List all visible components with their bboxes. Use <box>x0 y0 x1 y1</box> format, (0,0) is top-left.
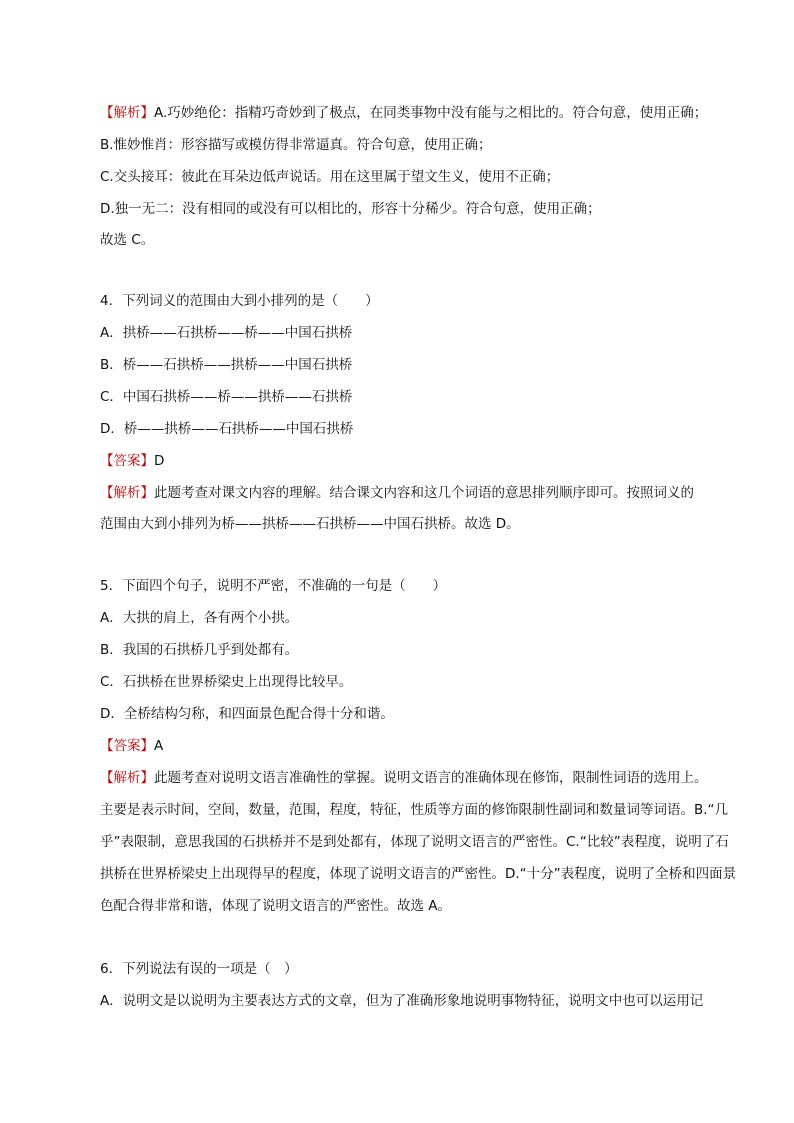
question-4-explanation-line-1: 【解析】此题考查对课文内容的理解。结合课文内容和这几个词语的意思排列顺序即可。按照词义的 <box>100 485 694 501</box>
prev-explanation-line-3: C.交头接耳：彼此在耳朵边低声说话。用在这里属于望文生义，使用不正确； <box>100 169 560 185</box>
question-4-option-a: A．拱桥——石拱桥——桥——中国石拱桥 <box>100 325 353 341</box>
question-5-option-a: A．大拱的肩上，各有两个小拱。 <box>100 610 299 626</box>
question-4-stem: 4．下列词义的范围由大到小排列的是（ ） <box>100 293 379 309</box>
explanation-tag: 【解析】 <box>100 770 154 786</box>
question-5-explanation-line-5: 色配合得非常和谐，体现了说明文语言的严密性。故选 A。 <box>100 898 452 914</box>
question-4-explanation-line-2: 范围由大到小排列为桥——拱桥——石拱桥——中国石拱桥。故选 D。 <box>100 516 520 532</box>
explanation-tag: 【解析】 <box>100 485 154 501</box>
explanation-tag: 【解析】 <box>100 105 154 121</box>
question-6-option-a: A．说明文是以说明为主要表达方式的文章，但为了准确形象地说明事物特征，说明文中也可以运用记 <box>100 993 704 1009</box>
answer-tag: 【答案】 <box>100 453 154 469</box>
question-5-explanation-line-2: 主要是表示时间，空间，数量，范围，程度，特征，性质等方面的修饰限制性副词和数量词等词语。B.“几 <box>100 802 729 818</box>
question-6-stem: 6．下列说法有误的一项是（ ） <box>100 961 298 977</box>
question-5-answer: 【答案】A <box>100 738 164 754</box>
prev-explanation-line-1: 【解析】A.巧妙绝伦：指精巧奇妙到了极点，在同类事物中没有能与之相比的。符合句意，使用正确； <box>100 105 708 121</box>
prev-explanation-line-4: D.独一无二：没有相同的或没有可以相比的，形容十分稀少。符合句意，使用正确； <box>100 201 601 217</box>
question-5-explanation-line-1: 【解析】此题考查对说明文语言准确性的掌握。说明文语言的准确体现在修饰，限制性词语的选用上。 <box>100 770 708 786</box>
answer-tag: 【答案】 <box>100 738 154 754</box>
question-4-answer: 【答案】D <box>100 453 165 469</box>
question-4-option-b: B．桥——石拱桥——拱桥——中国石拱桥 <box>100 357 353 373</box>
prev-explanation-line-2: B.惟妙惟肖：形容描写或模仿得非常逼真。符合句意，使用正确； <box>100 137 492 153</box>
question-5-option-d: D．全桥结构匀称，和四面景色配合得十分和谐。 <box>100 706 394 722</box>
question-5-stem: 5．下面四个句子，说明不严密，不准确的一句是（ ） <box>100 578 447 594</box>
question-5-explanation-line-3: 乎”表限制，意思我国的石拱桥并不是到处都有，体现了说明文语言的严密性。C.“比较”表程度，说明了石 <box>100 834 729 850</box>
question-4-option-d: D．桥——拱桥——石拱桥——中国石拱桥 <box>100 421 354 437</box>
question-5-explanation-line-4: 拱桥在世界桥梁史上出现得早的程度，体现了说明文语言的严密性。D.“十分”表程度，说明了全桥和四面景 <box>100 866 737 882</box>
prev-explanation-line-5: 故选 C。 <box>100 232 155 248</box>
question-4-option-c: C．中国石拱桥——桥——拱桥——石拱桥 <box>100 389 353 405</box>
question-5-option-b: B．我国的石拱桥几乎到处都有。 <box>100 642 299 658</box>
question-5-option-c: C．石拱桥在世界桥梁史上出现得比较早。 <box>100 674 353 690</box>
